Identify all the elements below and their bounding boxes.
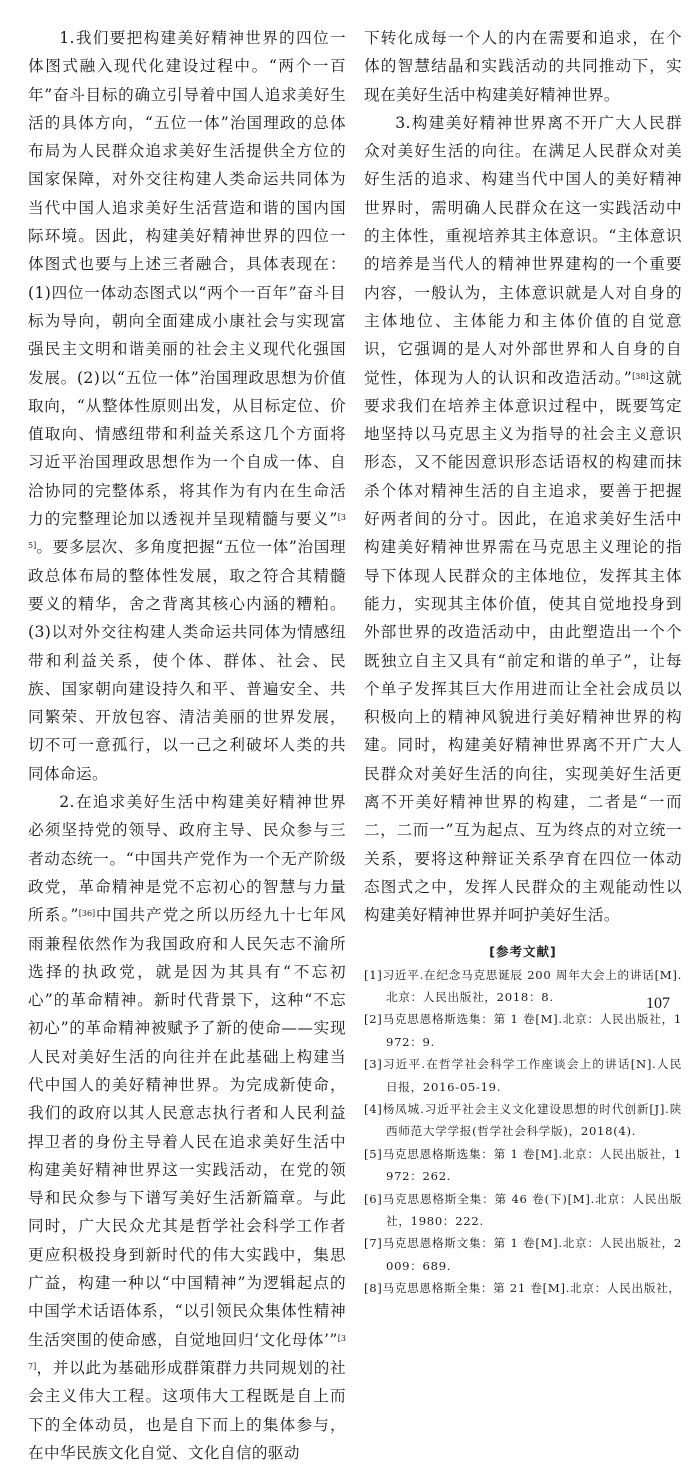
left-column [28, 24, 346, 1467]
paragraph-text: 1.我们要把构建美好精神世界的四位一体图式融入现代化建设过程中。“两个一百年”奋斗目标的确立引导着中国人追求美好生活的具体方向，“五位一体”治国理政的总体布局为人民群众追求美好生活提供全方位的国家保障，对外交往构建人类命运共同体为当代中国人追求美好生活营造和谐的国内国际环境。因此，构建美好精神世界的四位一体图式也要与上述三者融合，具体表现在：(1)四位一体动态图式以“两个一百年”奋斗目标为导向，朝向全面建成小康社会与实现富强民主文明和谐美丽的社会主义现代化强国发展。(2)以“五位一体”治国理政思想为价值取向，“从整体性原则出发，从目标定位、价值取向、情感纽带和利益关系这几个方面将习近平治国理政思想作为一个自成一体、自洽协同的完整体系，将其作为有内在生命活力的完整理论加以透视并呈现精髓与要义” [28, 29, 346, 529]
right-column [364, 24, 682, 1300]
paragraph-2-continued: 下转化成每一个人的内在需要和追求，在个体的智慧结晶和实践活动的共同推动下，实现在美好生活中构建美好精神世界。 [364, 29, 682, 104]
paragraph-text: ，并以此为基础形成群策群力共同规划的社会主义伟大工程。这项伟大工程既是自上而下的全体动员，也是自下而上的集体参与，在中华民族文化自觉、文化自信的驱动 [28, 1358, 346, 1462]
paragraph-2 [28, 788, 346, 1467]
reference-item: [4]杨凤城.习近平社会主义文化建设思想的时代创新[J].陕西师范大学学报(哲学社会科学版)，2018(4). [364, 1101, 682, 1139]
reference-item: [7]马克思恩格斯文集：第 1 卷[M].北京：人民出版社，2009：689. [364, 1236, 682, 1273]
references-list [364, 964, 682, 1300]
reference-item: [8]马克思恩格斯全集：第 21 卷[M].北京：人民出版社， [364, 1281, 681, 1296]
citation-marker[interactable]: [36] [78, 909, 96, 919]
paragraph-text: 3.构建美好精神世界离不开广大人民群众对美好生活的向往。在满足人民群众对美好生活的追求、构建当代中国人的美好精神世界时，需明确人民群众在这一实践活动中的主体性，重视培养其主体意识。“主体意识的培养是当代人的精神世界建构的一个重要内容，一般认为，主体意识就是人对自身的主体地位、主体能力和主体价值的自觉意识，它强调的是人对外部世界和人自身的自觉性，体现为人的认识和改造活动。” [364, 113, 682, 387]
references-heading: [参考文献] [489, 943, 557, 959]
paragraph-text: 中国共产党之所以历经九十七年风雨兼程依然作为我国政府和人民矢志不渝所选择的执政党，就是因为其具有“不忘初心”的革命精神。新时代背景下，这种“不忘初心”的革命精神被赋予了新的使命——实现人民对美好生活的向往并在此基础上构建当代中国人的美好精神世界。为完成新使命，我们的政府以其人民意志执行者和人民利益捍卫者的身份主导着人民在追求美好生活中构建美好精神世界这一实践活动，在党的领导和民众参与下谱写美好生活新篇章。与此同时，广大民众尤其是哲学社会科学工作者更应积极投身到新时代的伟大实践中，集思广益，构建一种以“中国精神”为逻辑起点的中国学术话语体系，“以引领民众集体性精神生活突围的使命感，自觉地回归‘文化母体’” [28, 906, 346, 1349]
reference-item: [5]马克思恩格斯选集：第 1 卷[M].北京：人民出版社，1972：262. [364, 1146, 682, 1184]
paragraph-text: 这就要求我们在培养主体意识过程中，既要笃定地坚持以马克思主义为指导的社会主义意识形态，又不能因意识形态话语权的构建而抹杀个体对精神生活的自主追求，要善于把握好两者间的分寸。因此，在追求美好生活中构建美好精神世界需在马克思主义理论的指导下体现人民群众的主体地位，发挥其主体能力，实现其主体价值，使其自觉地投身到外部世界的改造活动中，由此塑造出一个个既独立自主又具有“前定和谐的单子”，让每个单子发挥其巨大作用进而让全社会成员以积极向上的精神风貌进行美好精神世界的构建。同时，构建美好精神世界离不开广大人民群众对美好生活的向往，实现美好生活更离不开美好精神世界的构建，二者是“一而二，二而一”互为起点、互为终点的对立统一关系，要将这种辩证关系孕育在四位一体动态图式之中，发挥人民群众的主观能动性以构建美好精神世界并呵护美好生活。 [364, 368, 682, 925]
paragraph-text: 。要多层次、多角度把握“五位一体”治国理政总体布局的整体性发展，取之符合其精髓要义的精华，舍之背离其核心内涵的糟粕。(3)以对外交往构建人类命运共同体为情感纽带和利益关系，使个体、群体、社会、民族、国家朝向建设持久和平、普遍安全、共同繁荣、开放包容、清洁美丽的世界发展，切不可一意孤行，以一己之利破坏人类的共同体命运。 [28, 538, 346, 783]
reference-item: [1]习近平.在纪念马克思诞辰 200 周年大会上的讲话[M].北京：人民出版社，2018：8. [364, 967, 682, 1004]
reference-item: [2]马克思恩格斯选集：第 1 卷[M].北京：人民出版社，1972：9. [364, 1012, 682, 1049]
paragraph-3 [364, 109, 682, 930]
citation-marker[interactable]: [37] [28, 1333, 346, 1371]
paragraph-text: 2.在追求美好生活中构建美好精神世界必须坚持党的领导、政府主导、民众参与三者动态统一。“中国共产党作为一个无产阶级政党，革命精神是党不忘初心的智慧与力量所系。” [28, 793, 346, 925]
reference-item: [3]习近平.在哲学社会科学工作座谈会上的讲话[N].人民日报，2016-05-19. [364, 1057, 682, 1094]
citation-marker[interactable]: [35] [28, 513, 346, 551]
reference-item: [6]马克思恩格斯全集：第 46 卷(下)[M].北京：人民出版社，1980：222. [364, 1191, 682, 1228]
page-number: 107 [646, 995, 670, 1012]
paragraph-1 [28, 24, 346, 788]
citation-marker[interactable]: [38] [632, 371, 649, 381]
